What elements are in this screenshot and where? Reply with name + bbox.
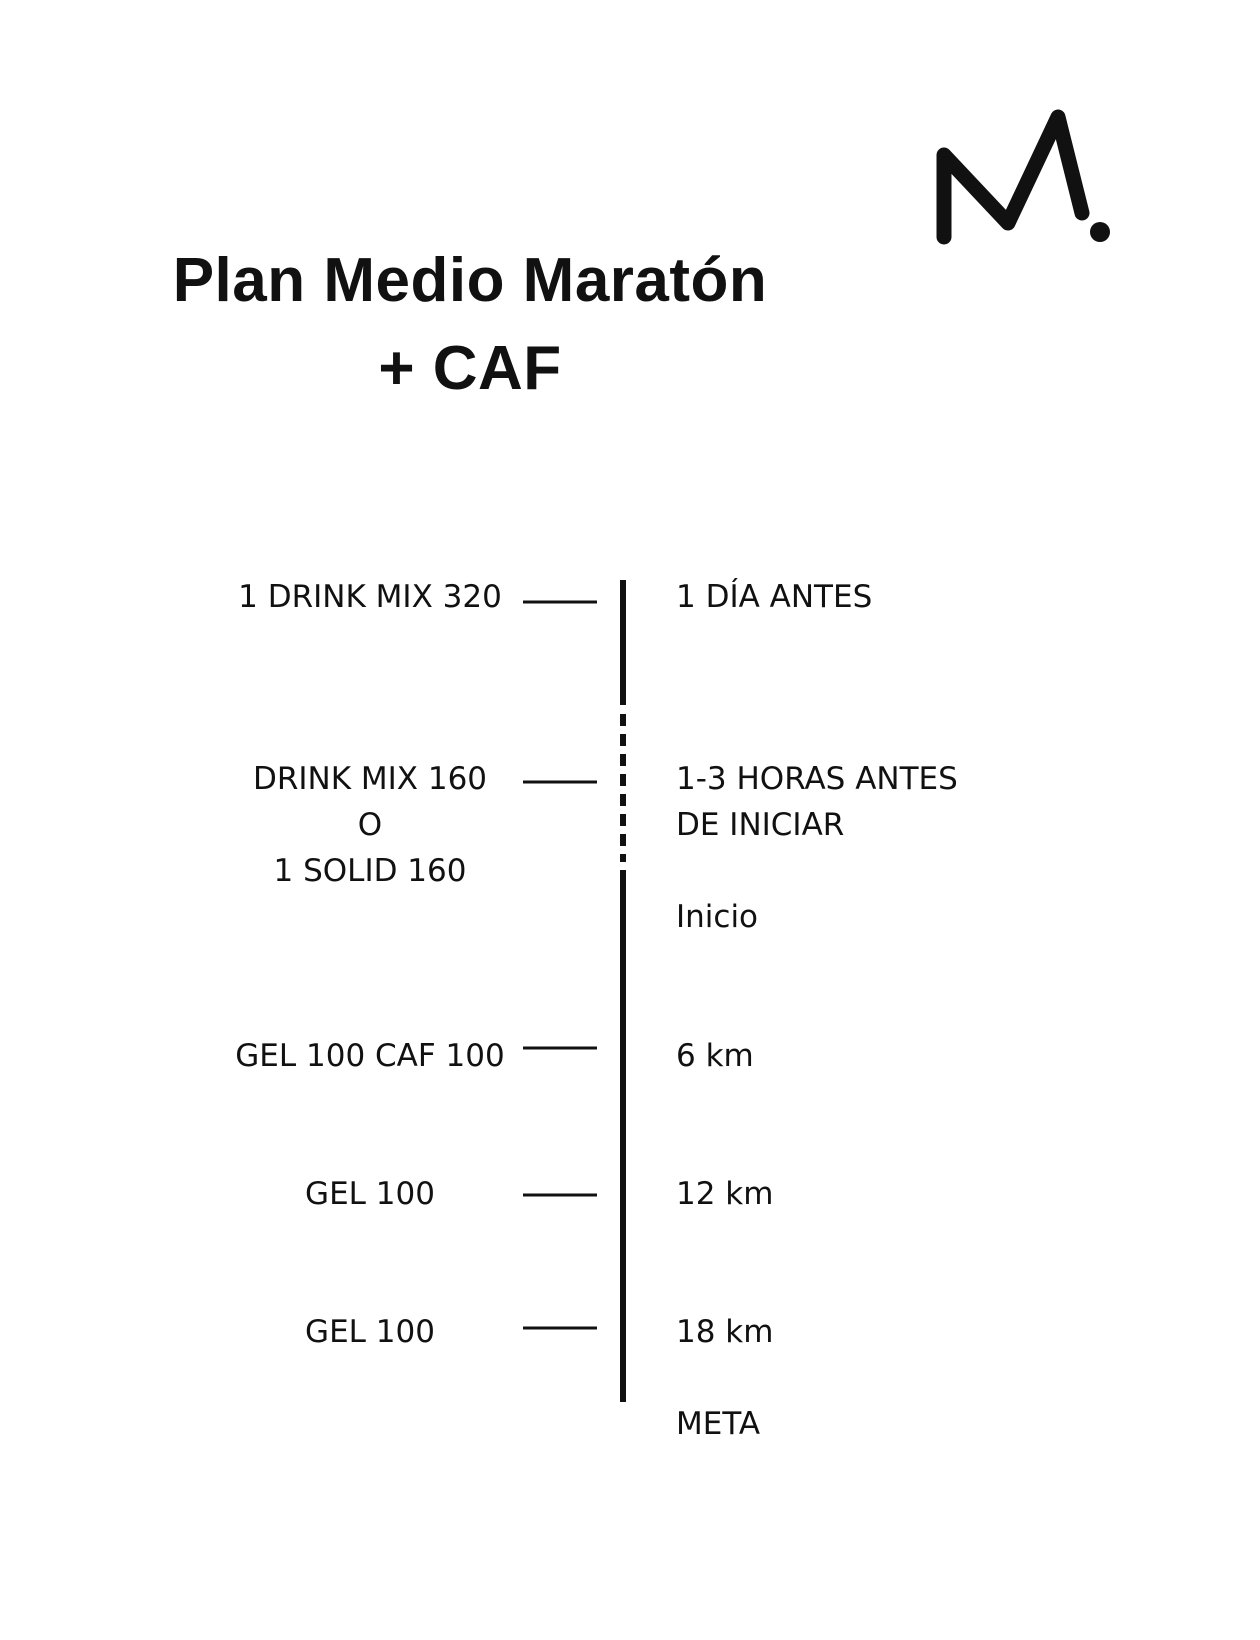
right-label-inicio: Inicio xyxy=(676,899,759,935)
right-label-horas-antes: 1-3 HORAS ANTES xyxy=(676,761,958,797)
title-line-1: Plan Medio Maratón xyxy=(172,246,768,315)
right-label-18-km: 18 km xyxy=(676,1314,774,1350)
right-label-6-km: 6 km xyxy=(676,1038,754,1074)
right-label-12-km: 12 km xyxy=(676,1176,774,1212)
left-label-gel-100-b: GEL 100 xyxy=(305,1314,435,1350)
left-label-drink-mix-320: 1 DRINK MIX 320 xyxy=(238,579,502,615)
left-label-drink-mix-160: DRINK MIX 160 xyxy=(252,761,488,797)
left-label-gel-100-a: GEL 100 xyxy=(305,1176,435,1212)
left-label-solid-160: 1 SOLID 160 xyxy=(273,853,467,889)
left-label-gel-caf: GEL 100 CAF 100 xyxy=(235,1038,505,1074)
left-label-o: O xyxy=(357,807,383,843)
title-line-2: + CAF xyxy=(378,334,562,403)
right-label-de-iniciar: DE INICIAR xyxy=(676,807,845,843)
right-label-meta: META xyxy=(676,1406,761,1442)
right-label-1-dia-antes: 1 DÍA ANTES xyxy=(676,579,873,615)
